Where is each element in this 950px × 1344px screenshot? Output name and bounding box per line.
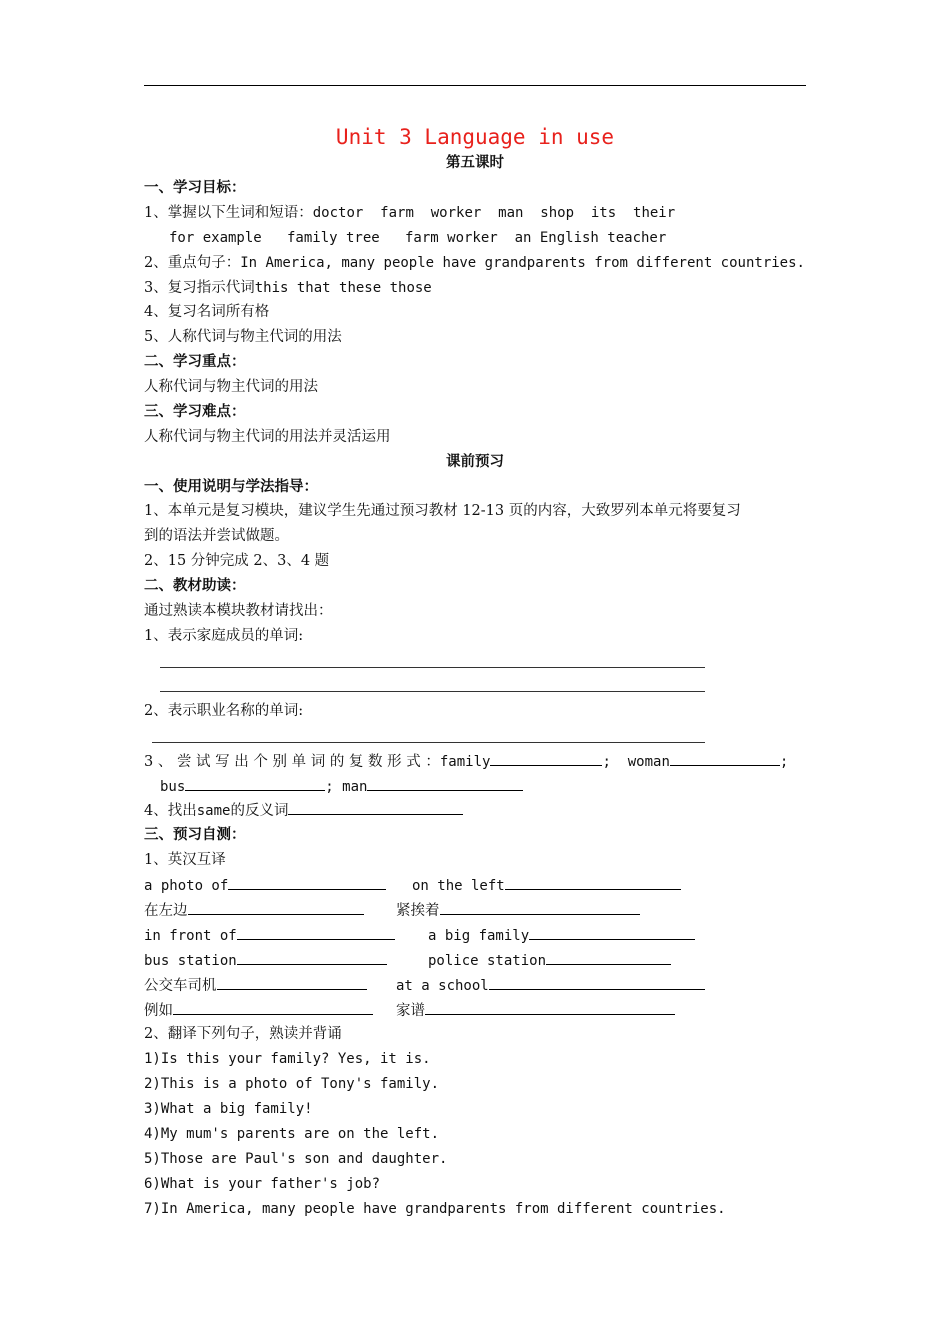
- translate-right: 家谱: [396, 1003, 425, 1019]
- goal-2-sentence: In America, many people have grandparents from different countries.: [240, 255, 805, 271]
- translate-item: [428, 950, 671, 971]
- translate-left: bus station: [144, 953, 237, 969]
- translate-right: at a school: [396, 978, 489, 994]
- goal-3-words: this that these those: [254, 280, 432, 296]
- sentence-item: 2)This is a photo of Tony's family.: [144, 1076, 440, 1092]
- translate-item: [144, 875, 386, 896]
- question-4: [144, 800, 463, 821]
- translate-right: 紧挨着: [396, 903, 440, 919]
- translate-blank[interactable]: [489, 975, 705, 990]
- goals-heading: 一、学习目标：: [144, 179, 246, 196]
- question-3: 3 、 尝 试 写 出 个 别 单 词 的 复 数 形 式 ：family ; woman ;: [144, 751, 788, 772]
- translate-blank[interactable]: [173, 1000, 373, 1015]
- blank-man-plural[interactable]: [367, 776, 523, 791]
- goal-5: 5、人称代词与物主代词的用法: [144, 329, 342, 345]
- translate-item: [144, 975, 367, 996]
- focus-text: 人称代词与物主代词的用法: [144, 379, 318, 395]
- goal-3: [144, 278, 432, 298]
- sentence-item: 5)Those are Paul's son and daughter.: [144, 1151, 448, 1167]
- question-3-line-2: bus ; man: [160, 776, 523, 797]
- translate-right: police station: [428, 953, 547, 969]
- translate-left: a photo of: [144, 878, 229, 894]
- difficulty-text: 人称代词与物主代词的用法并灵活运用: [144, 429, 391, 445]
- translate-item: [396, 1000, 675, 1021]
- word-family: family: [439, 754, 491, 770]
- word-man: man: [342, 779, 368, 795]
- guide-1-line-2: 到的语法并尝试做题。: [144, 528, 289, 544]
- difficulty-heading: 三、学习难点：: [144, 403, 246, 420]
- preview-heading: 课前预习: [446, 453, 504, 470]
- guide-1-line-1: 1、本单元是复习模块，建议学生先通过预习教材 12-13 页的内容，大致罗列本单元将要复习: [144, 503, 741, 519]
- sentence-item: 4)My mum's parents are on the left.: [144, 1126, 440, 1142]
- translate-blank[interactable]: [529, 925, 695, 940]
- translate-left: 在左边: [144, 903, 188, 919]
- lesson-subtitle: 第五课时: [446, 154, 504, 171]
- guide-2: 2、15 分钟完成 2、3、4 题: [144, 553, 330, 569]
- word-woman: woman: [627, 754, 670, 770]
- question-2: 2、表示职业名称的单词:: [144, 703, 304, 719]
- translate-blank[interactable]: [237, 925, 395, 940]
- translate-left: 公交车司机: [144, 978, 217, 994]
- goal-3-prefix: 3、复习指示代词: [144, 280, 255, 296]
- word-same: same: [196, 803, 231, 819]
- translate-blank[interactable]: [237, 950, 387, 965]
- translate-item: [144, 950, 387, 971]
- translate-right: on the left: [412, 878, 505, 894]
- translate-item: [396, 900, 640, 921]
- translate-blank[interactable]: [546, 950, 671, 965]
- translate-item: [428, 925, 695, 946]
- blank-antonym[interactable]: [288, 800, 463, 815]
- sentence-item: 7)In America, many people have grandparents from different countries.: [144, 1201, 726, 1217]
- goal-2: [144, 253, 805, 273]
- translate-item: [396, 975, 705, 996]
- answer-line[interactable]: [160, 667, 705, 668]
- page-title: Unit 3 Language in use: [335, 125, 615, 149]
- sentence-item: 6)What is your father's job?: [144, 1176, 381, 1192]
- sentence-item: 1)Is this your family? Yes, it is.: [144, 1051, 431, 1067]
- blank-bus-plural[interactable]: [185, 776, 325, 791]
- goal-1-phrases: for example family tree farm worker an English teacher: [169, 230, 667, 246]
- translate-left: in front of: [144, 928, 237, 944]
- question-1: 1、表示家庭成员的单词:: [144, 628, 304, 644]
- blank-woman-plural[interactable]: [670, 751, 780, 766]
- translate-blank[interactable]: [505, 875, 681, 890]
- goal-2-prefix: 2、重点句子：: [144, 255, 241, 271]
- question-4-prefix: 4、找出: [144, 803, 197, 819]
- header-rule: [144, 85, 806, 86]
- selftest-heading: 三、预习自测：: [144, 826, 246, 843]
- translate-blank[interactable]: [425, 1000, 675, 1015]
- goal-1: [144, 203, 675, 223]
- word-bus: bus: [160, 779, 186, 795]
- goal-4: 4、复习名词所有格: [144, 304, 270, 320]
- translate-blank[interactable]: [228, 875, 386, 890]
- answer-line[interactable]: [152, 742, 705, 743]
- answer-line[interactable]: [160, 691, 705, 692]
- translate-blank[interactable]: [217, 975, 367, 990]
- translate-item: [144, 1000, 373, 1021]
- reading-intro: 通过熟读本模块教材请找出：: [144, 603, 333, 619]
- guide-heading: 一、使用说明与学法指导：: [144, 478, 318, 495]
- translate-item: [412, 875, 681, 896]
- sentence-item: 3)What a big family!: [144, 1101, 313, 1117]
- translate-blank[interactable]: [188, 900, 364, 915]
- question-4-suffix: 的反义词: [230, 803, 289, 819]
- goal-1-words: doctor farm worker man shop its their: [312, 205, 676, 221]
- translate-item: [144, 900, 364, 921]
- reading-heading: 二、教材助读：: [144, 577, 246, 594]
- translate-item: [144, 925, 395, 946]
- focus-heading: 二、学习重点：: [144, 353, 246, 370]
- selftest-sub-2: 2、翻译下列句子，熟读并背诵: [144, 1026, 342, 1042]
- goal-1-prefix: 1、掌握以下生词和短语：: [144, 205, 313, 221]
- question-3-prefix: 3 、 尝 试 写 出 个 别 单 词 的 复 数 形 式 ：: [144, 754, 440, 770]
- translate-right: a big family: [428, 928, 530, 944]
- translate-left: 例如: [144, 1003, 173, 1019]
- blank-family-plural[interactable]: [490, 751, 602, 766]
- translate-blank[interactable]: [440, 900, 640, 915]
- selftest-sub-1: 1、英汉互译: [144, 852, 226, 868]
